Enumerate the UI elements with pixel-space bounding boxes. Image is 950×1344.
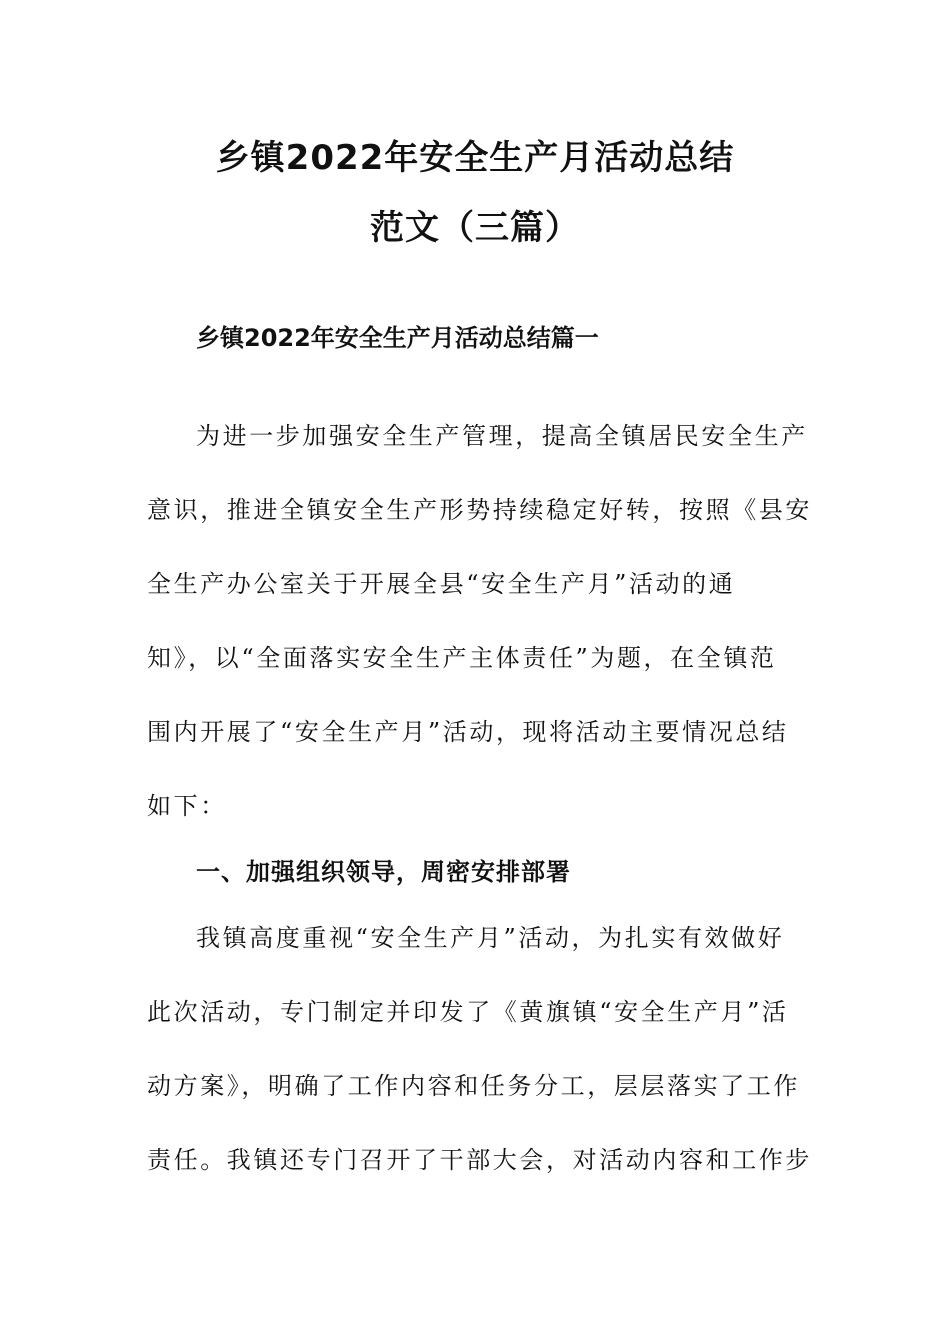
paragraph-1-line-1: 为进一步加强安全生产管理，提高全镇居民安全生产 [196, 422, 808, 450]
paragraph-2-line-1: 我镇高度重视“安全生产月”活动，为扎实有效做好 [196, 924, 785, 952]
paragraph-1-line-2: 意识，推进全镇安全生产形势持续稳定好转，按照《县安 [147, 496, 812, 524]
paragraph-1-line-4: 知》，以“全面落实安全生产主体责任”为题，在全镇范 [147, 644, 777, 672]
document-title-line-1: 乡镇2022年安全生产月活动总结 [215, 138, 735, 178]
article-title: 乡镇2022年安全生产月活动总结篇一 [196, 324, 599, 352]
paragraph-2-line-4: 责任。我镇还专门召开了干部大会，对活动内容和工作步 [147, 1146, 812, 1174]
paragraph-2-line-3: 动方案》，明确了工作内容和任务分工，层层落实了工作 [147, 1072, 800, 1100]
paragraph-1-line-6: 如下： [147, 792, 227, 820]
section-1-heading: 一、加强组织领导，周密安排部署 [196, 858, 571, 886]
paragraph-1-line-5: 围内开展了“安全生产月”活动，现将活动主要情况总结 [147, 718, 789, 746]
document-title-line-2: 范文（三篇） [370, 208, 580, 248]
paragraph-2-line-2: 此次活动，专门制定并印发了《黄旗镇“安全生产月”活 [147, 998, 789, 1026]
paragraph-1-line-3: 全生产办公室关于开展全县“安全生产月”活动的通 [147, 570, 736, 598]
